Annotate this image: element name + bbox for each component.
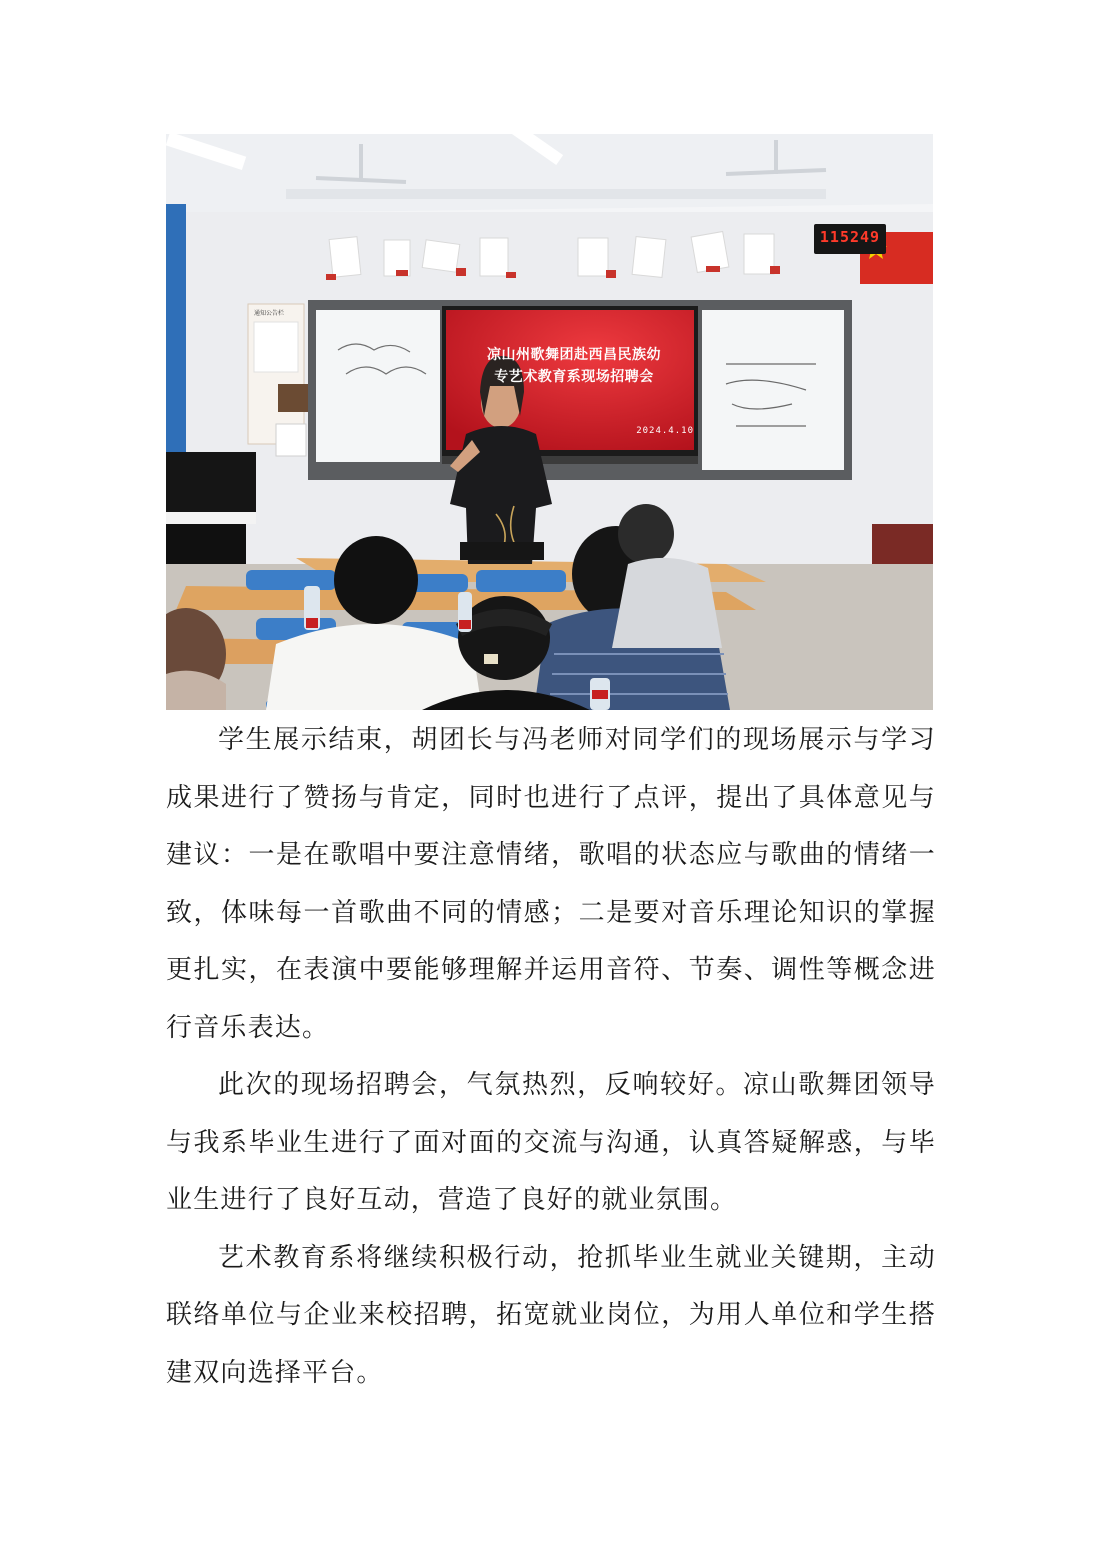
classroom-photo	[166, 134, 933, 710]
paragraph-atmosphere: 此次的现场招聘会，气氛热烈，反响较好。凉山歌舞团领导与我系毕业生进行了面对面的交流与沟通，认真答疑解惑，与毕业生进行了良好互动，营造了良好的就业氛围。	[166, 1070, 936, 1215]
wall-clock-digits: 115249	[819, 228, 881, 246]
paragraph-feedback: 学生展示结束，胡团长与冯老师对同学们的现场展示与学习成果进行了赞扬与肯定，同时也进行了点评，提出了具体意见与建议：一是在歌唱中要注意情绪，歌唱的状态应与歌曲的情绪一致，体味每一首歌曲不同的情感；二是要对音乐理论知识的掌握更扎实，在表演中要能够理解并运用音符、节奏、调性等概念进行音乐表达。	[166, 725, 936, 1043]
screen-title	[450, 344, 698, 388]
screen-title-line2: 专艺术教育系现场招聘会	[494, 369, 654, 385]
notice-board-label: 通知公告栏	[254, 310, 285, 317]
paragraph-outlook: 艺术教育系将继续积极行动，抢抓毕业生就业关键期，主动联络单位与企业来校招聘，拓宽就业岗位，为用人单位和学生搭建双向选择平台。	[166, 1242, 936, 1388]
article-body	[166, 712, 936, 1402]
classroom-photo-illustration	[166, 134, 933, 710]
screen-title-line1: 凉山州歌舞团赴西昌民族幼	[487, 347, 661, 363]
screen-date: 2024.4.10	[636, 426, 694, 436]
